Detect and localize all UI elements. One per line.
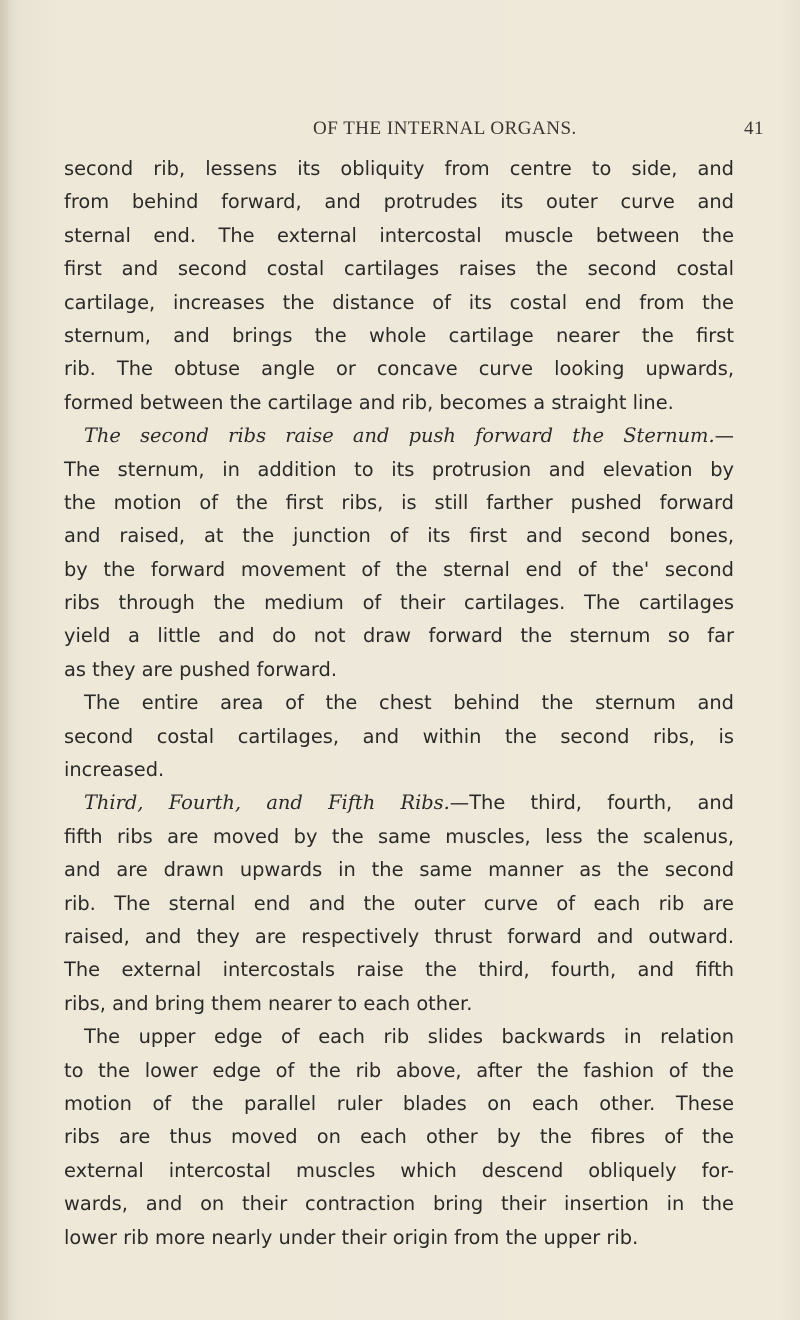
text-line [64,653,734,686]
line-text: formed between the cartilage and rib, becomes a straight line. [64,390,674,414]
text-line [64,1120,734,1153]
line-text: The sternum, in addition to its protrusion and elevation by [64,457,734,481]
line-text: to the lower edge of the rib above, after the fashion of the [64,1058,734,1082]
running-title: OF THE INTERNAL ORGANS. [313,118,577,139]
text-line [64,486,734,519]
text-line [64,987,734,1020]
line-text: first and second costal cartilages raises the second costal [64,257,734,281]
text-line [64,453,734,486]
line-text: as they are pushed forward. [64,657,338,681]
line-text: wards, and on their contraction bring their insertion in the [64,1192,734,1216]
text-line [64,1020,734,1053]
text-line [64,152,734,185]
line-text: yield a little and do not draw forward the sternum so far [64,624,734,648]
line-text: by the forward movement of the sternal end of the' second [64,557,734,581]
line-text: and are drawn upwards in the same manner as the second [64,858,734,882]
line-text: The external intercostals raise the third, fourth, and fifth [64,958,734,982]
line-text: — [714,424,734,448]
text-line [64,920,734,953]
line-text: from behind forward, and protrudes its outer curve and [64,190,734,214]
text-line [64,853,734,886]
text-line [64,1187,734,1220]
text-line [64,286,734,319]
line-text: lower rib more nearly under their origin from the upper rib. [64,1225,639,1249]
line-text: —The third, fourth, and [449,791,734,815]
text-line [64,185,734,218]
line-text: and raised, at the junction of its first and second bones, [64,524,734,548]
line-text: ribs through the medium of their cartilages. The cartilages [64,591,734,615]
text-line [64,619,734,652]
text-line [64,419,734,452]
text-line [64,953,734,986]
line-text: increased. [64,758,165,782]
line-text: cartilage, increases the distance of its costal end from the [64,290,734,314]
text-line [64,519,734,552]
line-text: external intercostal muscles which descend obliquely for- [64,1158,734,1182]
text-line [64,219,734,252]
text-line [64,1087,734,1120]
text-line [64,820,734,853]
text-line [64,720,734,753]
text-line [64,553,734,586]
text-line [64,252,734,285]
gutter-shadow [0,0,10,1320]
line-text: raised, and they are respectively thrust forward and outward. [64,924,734,948]
text-line [64,1054,734,1087]
line-text: The entire area of the chest behind the sternum and [84,691,734,715]
page-number: 41 [744,118,764,139]
text-line [64,753,734,786]
running-head [255,118,775,144]
line-text: motion of the parallel ruler blades on each other. These [64,1091,734,1115]
text-line [64,686,734,719]
text-line [64,1154,734,1187]
line-text: sternal end. The external intercostal muscle between the [64,223,734,247]
line-text: ribs are thus moved on each other by the fibres of the [64,1125,734,1149]
italic-heading: Third, Fourth, and Fifth Ribs. [84,791,450,815]
text-line [64,319,734,352]
italic-heading: The second ribs raise and push forward the Sternum. [84,424,715,448]
line-text: sternum, and brings the whole cartilage nearer the first [64,323,734,347]
text-line [64,352,734,385]
line-text: The upper edge of each rib slides backwards in relation [84,1025,734,1049]
line-text: fifth ribs are moved by the same muscles, less the scalenus, [64,824,734,848]
text-line [64,786,734,819]
text-line [64,386,734,419]
text-line [64,586,734,619]
line-text: second rib, lessens its obliquity from centre to side, and [64,157,734,180]
line-text: rib. The obtuse angle or concave curve looking upwards, [64,357,734,381]
text-line [64,1221,734,1254]
line-text: ribs, and bring them nearer to each other. [64,991,473,1015]
line-text: second costal cartilages, and within the second ribs, is [64,724,734,748]
line-text: the motion of the first ribs, is still farther pushed forward [64,490,734,514]
text-line [64,887,734,920]
line-text: rib. The sternal end and the outer curve of each rib are [64,891,734,915]
body-text [64,152,734,1254]
